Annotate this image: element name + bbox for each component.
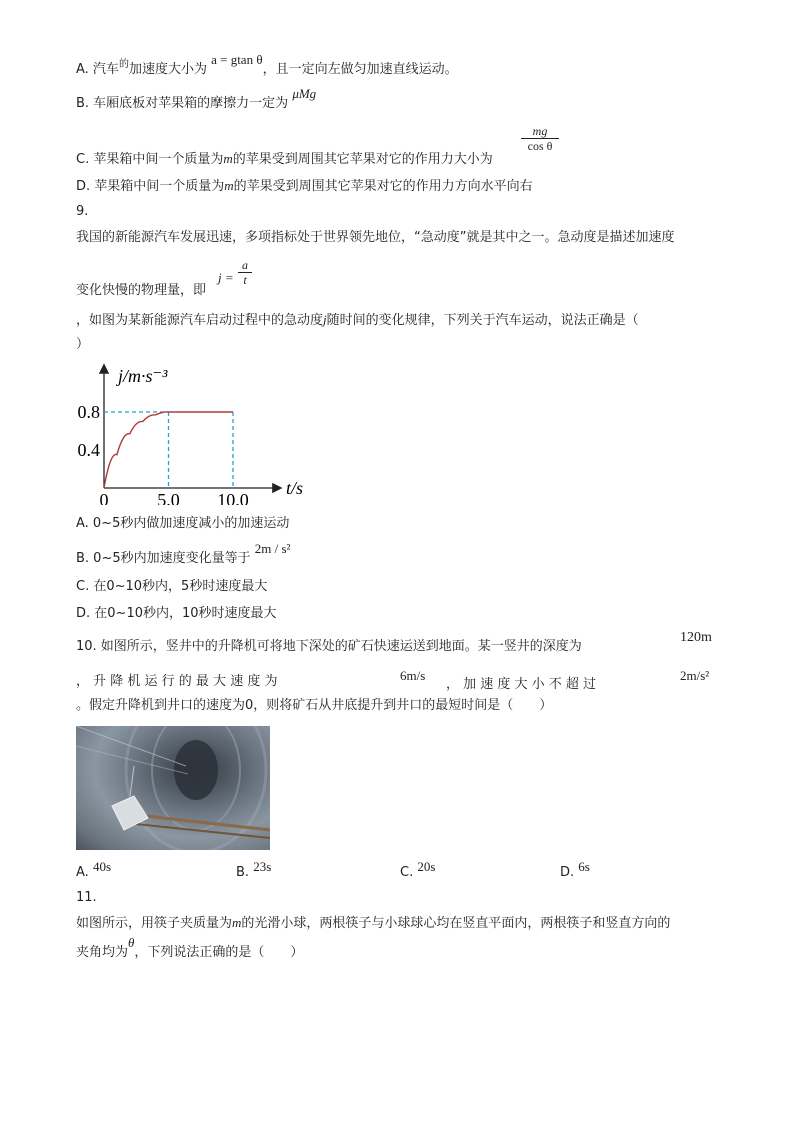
q8-option-d-pre: D. 苹果箱中间一个质量为 (76, 179, 225, 194)
q11-line-2-post: ，下列说法正确的是（ ） (134, 945, 304, 960)
q10-option-d-label: D. (560, 865, 575, 880)
q11-number: 11. (76, 890, 97, 905)
q8-option-c-var: m (223, 151, 233, 166)
q8-option-a-formula: a = gtan θ (211, 52, 263, 67)
q10-line-2b: ， 加 速 度 大 小 不 超 过 (446, 677, 597, 692)
q10-option-b-label: B. (236, 865, 250, 880)
q11-line-1-post: 的光滑小球，两根筷子与小球球心均在竖直平面内，两根筷子和竖直方向的 (241, 916, 671, 931)
q9-stem-3-b: 随时间的变化规律，下列关于汽车运动，说法正确是（ (326, 313, 639, 328)
q8-option-b (76, 86, 317, 113)
q8-option-a-mid: 加速度大小为 (128, 62, 207, 77)
y-axis-label: j/m·s⁻³ (118, 366, 168, 386)
q8-option-d (76, 177, 533, 196)
q10-line-1-text: 10. 如图所示，竖井中的升降机可将地下深处的矿石快速运送到地面。某一竖井的深度为 (76, 639, 582, 654)
x-tick-label: 10.0 (217, 490, 249, 505)
q9-option-c: C. 在0~10秒内，5秒时速度最大 (76, 579, 268, 594)
q10-option-d (560, 859, 590, 880)
q8-option-c-fraction (521, 124, 559, 154)
q10-line-1 (76, 638, 582, 656)
y-tick-label: 0.8 (77, 402, 100, 422)
q8-option-b-formula: μMg (292, 86, 317, 101)
y-tick-label: 0.4 (77, 440, 100, 460)
q9-stem-2: 变化快慢的物理量，即 (76, 283, 207, 298)
q10-option-a (76, 859, 111, 880)
q9-option-b-pre: B. 0~5秒内加速度变化量等于 (76, 551, 251, 566)
q9-formula-lhs: j = (218, 270, 234, 285)
q11-line-2 (76, 935, 304, 962)
q10-option-a-value: 40s (92, 859, 111, 874)
q10-line-2a: ， 升 降 机 运 行 的 最 大 速 度 为 (76, 674, 278, 689)
q9-stem-3 (76, 311, 639, 330)
mine-shaft-photo (76, 726, 270, 850)
q10-option-c-label: C. (400, 865, 414, 880)
q10-option-c (400, 859, 436, 880)
q10-option-d-value: 6s (578, 859, 590, 874)
q10-option-b (236, 859, 272, 880)
q11-theta: θ (128, 935, 135, 950)
q8-option-c-frac-num: mg (532, 124, 548, 138)
x-axis-label: t/s (286, 478, 304, 498)
q8-option-a-text: A. 汽车 (76, 62, 119, 77)
q11-line-1 (76, 914, 670, 933)
q8-option-c (76, 150, 493, 169)
q8-option-d-post: 的苹果受到周围其它苹果对它的作用力方向水平向右 (233, 179, 533, 194)
x-tick-label: 0 (99, 490, 109, 505)
q8-option-c-frac-den: cos θ (527, 139, 553, 153)
q9-option-a: A. 0~5秒内做加速度减小的加速运动 (76, 516, 290, 531)
q9-stem-3-a: ，如图为某新能源汽车启动过程中的急动度 (76, 313, 324, 328)
q9-option-b-formula: 2m / s² (254, 541, 291, 556)
q10-option-a-label: A. (76, 865, 89, 880)
q10-option-c-value: 20s (417, 859, 436, 874)
q9-stem-3-var: j (323, 312, 327, 327)
x-tick-label: 5.0 (157, 490, 180, 505)
q8-option-c-post: 的苹果受到周围其它苹果对它的作用力大小为 (232, 152, 493, 167)
shaft-illustration (76, 726, 270, 850)
q10-option-b-value: 23s (253, 859, 272, 874)
q8-option-c-pre: C. 苹果箱中间一个质量为 (76, 152, 224, 167)
q9-stem-4: ） (76, 337, 90, 352)
q9-formula-num: a (242, 258, 248, 272)
q9-stem-1: 我国的新能源汽车发展迅速，多项指标处于世界领先地位，“急动度”就是其中之一。急动度是描述加速度 (76, 230, 675, 245)
q11-line-1-pre: 如图所示，用筷子夹质量为 (76, 916, 233, 931)
q9-option-b (76, 541, 291, 568)
q8-option-b-text: B. 车厢底板对苹果箱的摩擦力一定为 (76, 96, 289, 111)
q8-option-a-post: ，且一定向左做匀加速直线运动。 (262, 62, 458, 77)
q9-formula-fraction (238, 258, 252, 288)
q10-line-3: 。假定升降机到井口的速度为0，则将矿石从井底提升到井口的最短时间是（ ） (76, 698, 553, 713)
jerk-time-chart (68, 360, 318, 505)
q11-var: m (232, 915, 242, 930)
q11-line-2-pre: 夹角均为 (76, 945, 129, 960)
q9-option-d: D. 在0~10秒内，10秒时速度最大 (76, 606, 277, 621)
q10-depth: 120m (680, 630, 712, 645)
q8-option-a (76, 52, 458, 80)
q10-speed: 6m/s (400, 668, 426, 683)
q9-number: 9. (76, 204, 89, 219)
q9-formula-den: t (243, 273, 247, 287)
q10-accel: 2m/s² (680, 668, 710, 683)
q8-option-d-var: m (224, 178, 234, 193)
q8-option-a-small: 的 (118, 59, 129, 70)
